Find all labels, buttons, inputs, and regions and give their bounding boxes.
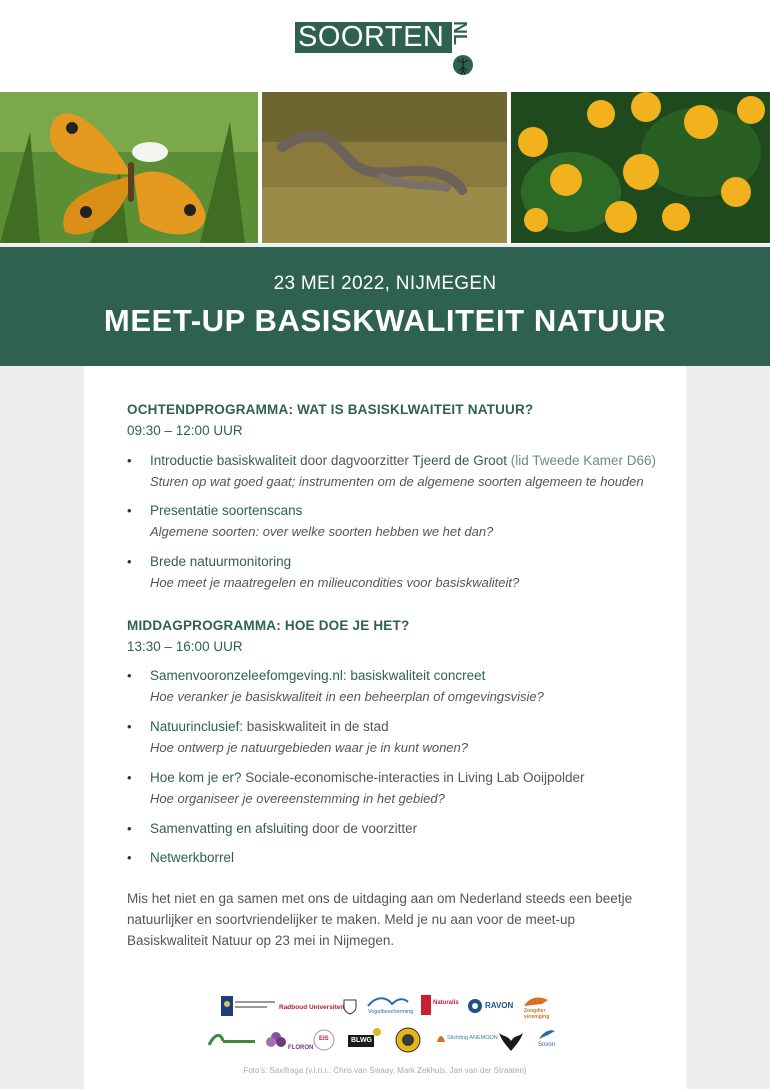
bullet: • xyxy=(127,821,132,836)
closing-paragraph: Mis het niet en ga samen met ons de uitdaging aan om Nederland steeds een beetje natuurlijker en soortvriendelijker te maken. Meld je nu aan voor de meet-up Basiskwaliteit Natuur op 23 mei in Nijmegen. xyxy=(127,891,633,948)
slow-worm-photo xyxy=(262,92,507,243)
page-header xyxy=(0,0,770,92)
butterfly-photo xyxy=(0,92,258,243)
item-title xyxy=(150,554,291,569)
afternoon-title: MIDDAGPROGRAMMA: HOE DOE JE HET? xyxy=(127,618,410,633)
bullet: • xyxy=(127,503,132,518)
item-highlight: Samenvooronzeleefomgeving.nl: basiskwaliteit concreet xyxy=(150,668,486,683)
floron-flower-icon xyxy=(265,1029,287,1051)
vlinderstichting-logo-icon xyxy=(207,1031,257,1049)
rijksoverheid-logo-icon xyxy=(221,996,233,1016)
item-highlight: Introductie basiskwaliteit xyxy=(150,453,297,468)
ravon-icon xyxy=(467,998,483,1014)
item-subtitle: Algemene soorten: over welke soorten hebben we het dan? xyxy=(150,524,494,539)
ministry-text-logo xyxy=(235,997,275,1015)
item-highlight: Natuurinclusief: xyxy=(150,719,244,734)
morning-title: OCHTENDPROGRAMMA: WAT IS BASISKLWAITEIT NATUUR? xyxy=(127,402,534,417)
item-title xyxy=(150,770,584,785)
item-highlight: Brede natuurmonitoring xyxy=(150,554,292,569)
ravon-logo: RAVON xyxy=(485,1001,514,1010)
item-text: door de voorzitter xyxy=(308,821,418,836)
item-highlight: Samenvatting en afsluiting xyxy=(150,821,309,836)
event-title: MEET-UP BASISKWALITEIT NATUUR xyxy=(103,303,667,338)
bullet: • xyxy=(127,850,132,865)
logo-suffix-text: NL xyxy=(450,21,470,45)
naturalis-logo: Naturalis xyxy=(433,1000,459,1006)
anemoon-icon xyxy=(436,1033,446,1043)
item-title xyxy=(150,719,389,734)
bee-badge-icon xyxy=(395,1027,421,1053)
speaker-role: (lid Tweede Kamer D66) xyxy=(506,453,657,468)
bullet: • xyxy=(127,453,132,468)
radboud-crest-icon xyxy=(343,999,357,1015)
logo-suffix xyxy=(450,21,470,55)
radboud-logo: Radboud Universiteit xyxy=(279,1004,345,1011)
item-subtitle: Hoe meet je maatregelen en milieucondities voor basiskwaliteit? xyxy=(150,575,520,590)
bullet: • xyxy=(127,770,132,785)
sovon-logo: Sovon xyxy=(538,1042,556,1048)
naturalis-mark-icon xyxy=(421,995,431,1015)
item-subtitle: Hoe ontwerp je natuurgebieden waar je in kunt wonen? xyxy=(150,740,468,755)
item-text: Sociale-economische-interacties in Living Lab Ooijpolder xyxy=(241,770,585,785)
bat-icon xyxy=(498,1027,524,1053)
photo-credits: Foto's: Saxifraga (v.l.n.r.: Chris van Swaay, Mark Zekhuis, Jan van der Straaten) xyxy=(243,1066,527,1075)
sovon-bird-icon xyxy=(538,1027,556,1041)
blwg-ribbon-icon xyxy=(371,1027,383,1039)
afternoon-time: 13:30 – 16:00 UUR xyxy=(127,639,243,654)
logo-text: SOORTEN xyxy=(298,21,445,53)
item-text: basiskwaliteit in de stad xyxy=(243,719,389,734)
blwg-logo: BLWG xyxy=(351,1037,372,1044)
event-date: 23 MEI 2022, NIJMEGEN xyxy=(273,273,497,294)
item-title xyxy=(150,503,302,518)
program-card xyxy=(84,366,686,1089)
soorten-nl-logo xyxy=(295,22,475,76)
item-subtitle: Hoe organiseer je overeenstemming in het gebied? xyxy=(150,791,445,806)
floron-logo: FLORON xyxy=(288,1045,314,1051)
tree-roots-icon xyxy=(452,54,474,76)
item-title xyxy=(150,821,417,836)
eis-logo: EIS xyxy=(319,1036,329,1042)
photo-strip xyxy=(0,92,770,244)
speaker-name: Tjeerd de Groot xyxy=(412,453,507,468)
item-text: door dagvoorzitter xyxy=(296,453,413,468)
item-subtitle: Sturen op wat goed gaat; instrumenten om de algemene soorten algemeen te houden xyxy=(150,474,644,489)
item-subtitle: Hoe veranker je basiskwaliteit in een beheerplan of omgevingsvisie? xyxy=(150,689,544,704)
morning-time: 09:30 – 12:00 UUR xyxy=(127,423,243,438)
vogelbescherming-logo: Vogelbescherming xyxy=(368,1009,414,1015)
item-highlight: Netwerkborrel xyxy=(150,850,235,865)
bullet: • xyxy=(127,668,132,683)
item-highlight: Presentatie soortenscans xyxy=(150,503,303,518)
item-title xyxy=(150,850,234,865)
item-highlight: Hoe kom je er? xyxy=(150,770,242,785)
logo-box xyxy=(295,22,452,53)
item-title xyxy=(150,453,656,468)
zoogdiervereniging-logo: Zoogdier vereniging xyxy=(524,1008,550,1020)
bullet: • xyxy=(127,554,132,569)
partner-logos xyxy=(84,991,686,1061)
marsh-marigold-photo xyxy=(511,92,770,243)
vogelbescherming-bird-icon xyxy=(366,994,410,1010)
event-banner xyxy=(0,247,770,366)
zoogdier-fox-icon xyxy=(522,994,550,1008)
bullet: • xyxy=(127,719,132,734)
item-title xyxy=(150,668,485,683)
anemoon-logo: Stichting ANEMOON xyxy=(447,1035,498,1041)
